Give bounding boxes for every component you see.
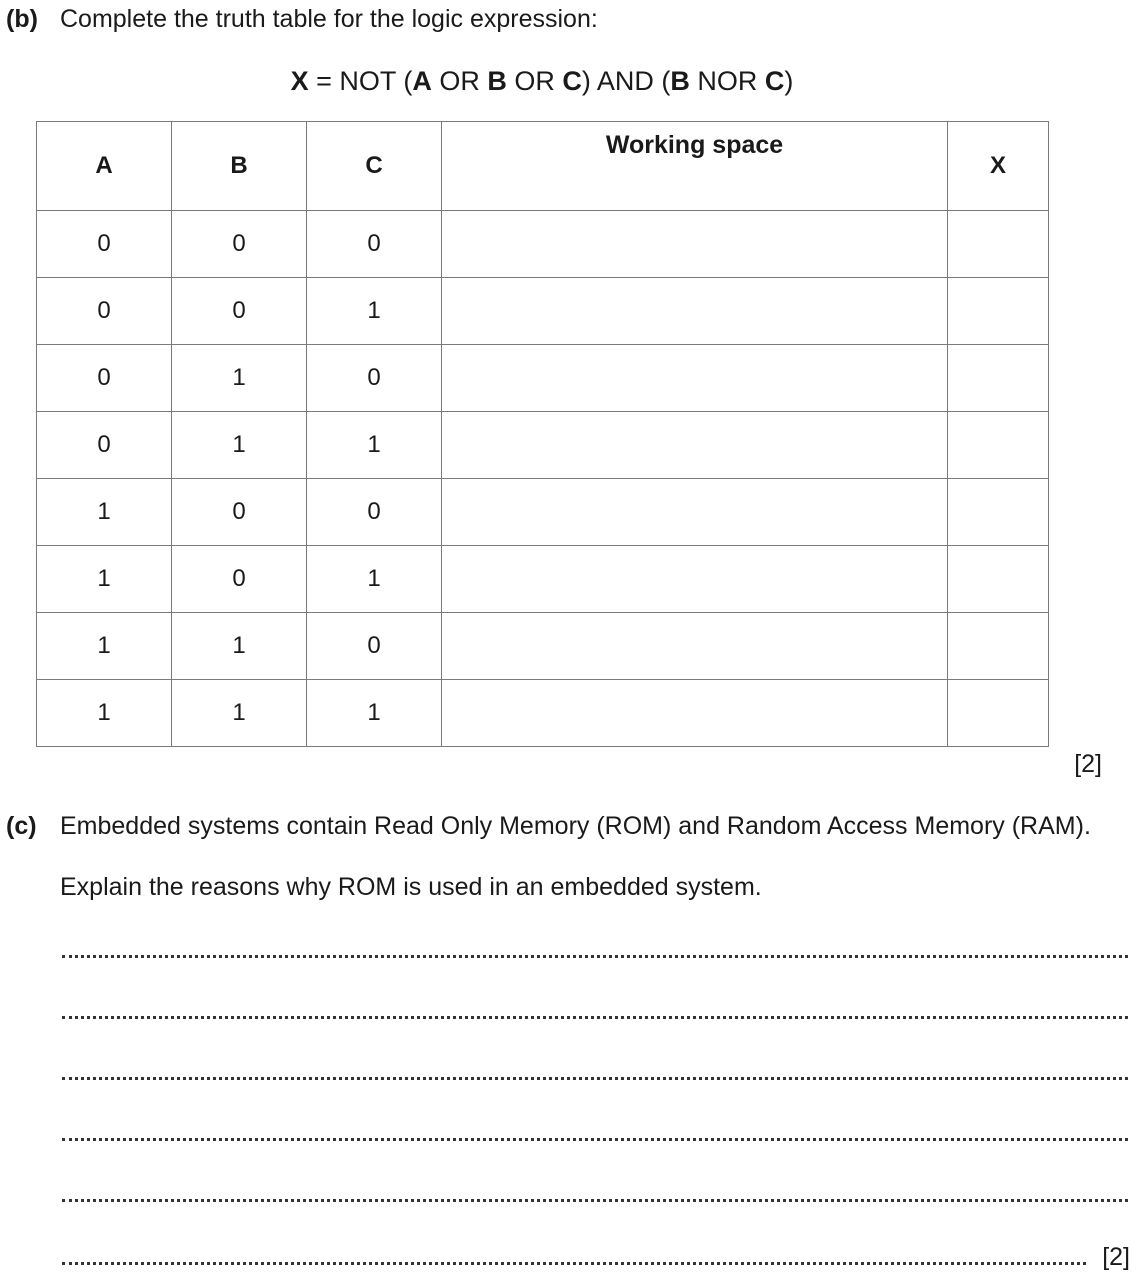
x-answer-cell[interactable]	[948, 278, 1049, 345]
x-answer-cell[interactable]	[948, 546, 1049, 613]
expr-b: B	[487, 66, 507, 96]
cell-a: 0	[37, 211, 172, 278]
table-row	[37, 546, 1049, 613]
part-b-marks: [2]	[1074, 750, 1102, 778]
part-c-marks: [2]	[1102, 1243, 1130, 1271]
expr-part: )	[784, 66, 794, 96]
answer-line[interactable]	[62, 1077, 1128, 1080]
cell-c: 1	[307, 680, 442, 747]
cell-c: 0	[307, 479, 442, 546]
part-c-label: (c)	[6, 812, 37, 840]
cell-b: 0	[172, 479, 307, 546]
expr-part: = NOT (	[308, 66, 413, 96]
header-a: A	[37, 122, 172, 211]
table-row	[37, 613, 1049, 680]
x-answer-cell[interactable]	[948, 345, 1049, 412]
cell-a: 1	[37, 680, 172, 747]
cell-c: 0	[307, 211, 442, 278]
expr-c: C	[764, 66, 785, 96]
table-row	[37, 278, 1049, 345]
table-row	[37, 345, 1049, 412]
expr-part: OR	[506, 66, 563, 96]
table-row	[37, 680, 1049, 747]
answer-line[interactable]	[62, 1138, 1128, 1141]
answer-line[interactable]	[62, 1262, 1086, 1265]
x-answer-cell[interactable]	[948, 479, 1049, 546]
x-answer-cell[interactable]	[948, 412, 1049, 479]
part-b-label: (b)	[6, 5, 38, 33]
x-answer-cell[interactable]	[948, 211, 1049, 278]
answer-line[interactable]	[62, 955, 1128, 958]
expr-x: X	[290, 66, 309, 96]
cell-c: 0	[307, 345, 442, 412]
working-space-cell[interactable]	[442, 680, 948, 747]
working-space-cell[interactable]	[442, 546, 948, 613]
expr-a: A	[412, 66, 432, 96]
logic-expression	[0, 64, 1084, 98]
working-space-cell[interactable]	[442, 412, 948, 479]
working-space-cell[interactable]	[442, 479, 948, 546]
header-x: X	[948, 122, 1049, 211]
part-c-question: Explain the reasons why ROM is used in an embedded system.	[60, 873, 762, 901]
cell-a: 0	[37, 412, 172, 479]
cell-a: 1	[37, 546, 172, 613]
part-b-instruction: Complete the truth table for the logic expression:	[60, 5, 598, 33]
answer-line[interactable]	[62, 1199, 1128, 1202]
working-space-cell[interactable]	[442, 211, 948, 278]
working-space-cell[interactable]	[442, 278, 948, 345]
cell-a: 0	[37, 278, 172, 345]
working-space-cell[interactable]	[442, 613, 948, 680]
expr-b: B	[670, 66, 690, 96]
expr-part: ) AND (	[581, 66, 671, 96]
cell-b: 0	[172, 211, 307, 278]
header-c: C	[307, 122, 442, 211]
part-c-statement: Embedded systems contain Read Only Memory (ROM) and Random Access Memory (RAM).	[60, 812, 1091, 840]
cell-a: 1	[37, 479, 172, 546]
cell-b: 1	[172, 613, 307, 680]
cell-b: 0	[172, 278, 307, 345]
header-b: B	[172, 122, 307, 211]
table-row	[37, 211, 1049, 278]
truth-table	[36, 121, 1049, 747]
x-answer-cell[interactable]	[948, 613, 1049, 680]
table-row	[37, 412, 1049, 479]
cell-a: 0	[37, 345, 172, 412]
cell-b: 1	[172, 412, 307, 479]
header-working-space: Working space	[442, 122, 948, 211]
x-answer-cell[interactable]	[948, 680, 1049, 747]
cell-b: 1	[172, 345, 307, 412]
answer-line[interactable]	[62, 1016, 1128, 1019]
cell-c: 1	[307, 412, 442, 479]
cell-c: 1	[307, 546, 442, 613]
cell-a: 1	[37, 613, 172, 680]
expr-part: NOR	[689, 66, 765, 96]
cell-c: 1	[307, 278, 442, 345]
expr-c: C	[562, 66, 582, 96]
truth-table-header-row	[37, 122, 1049, 211]
expr-part: OR	[431, 66, 488, 96]
cell-b: 1	[172, 680, 307, 747]
table-row	[37, 479, 1049, 546]
working-space-cell[interactable]	[442, 345, 948, 412]
cell-b: 0	[172, 546, 307, 613]
cell-c: 0	[307, 613, 442, 680]
